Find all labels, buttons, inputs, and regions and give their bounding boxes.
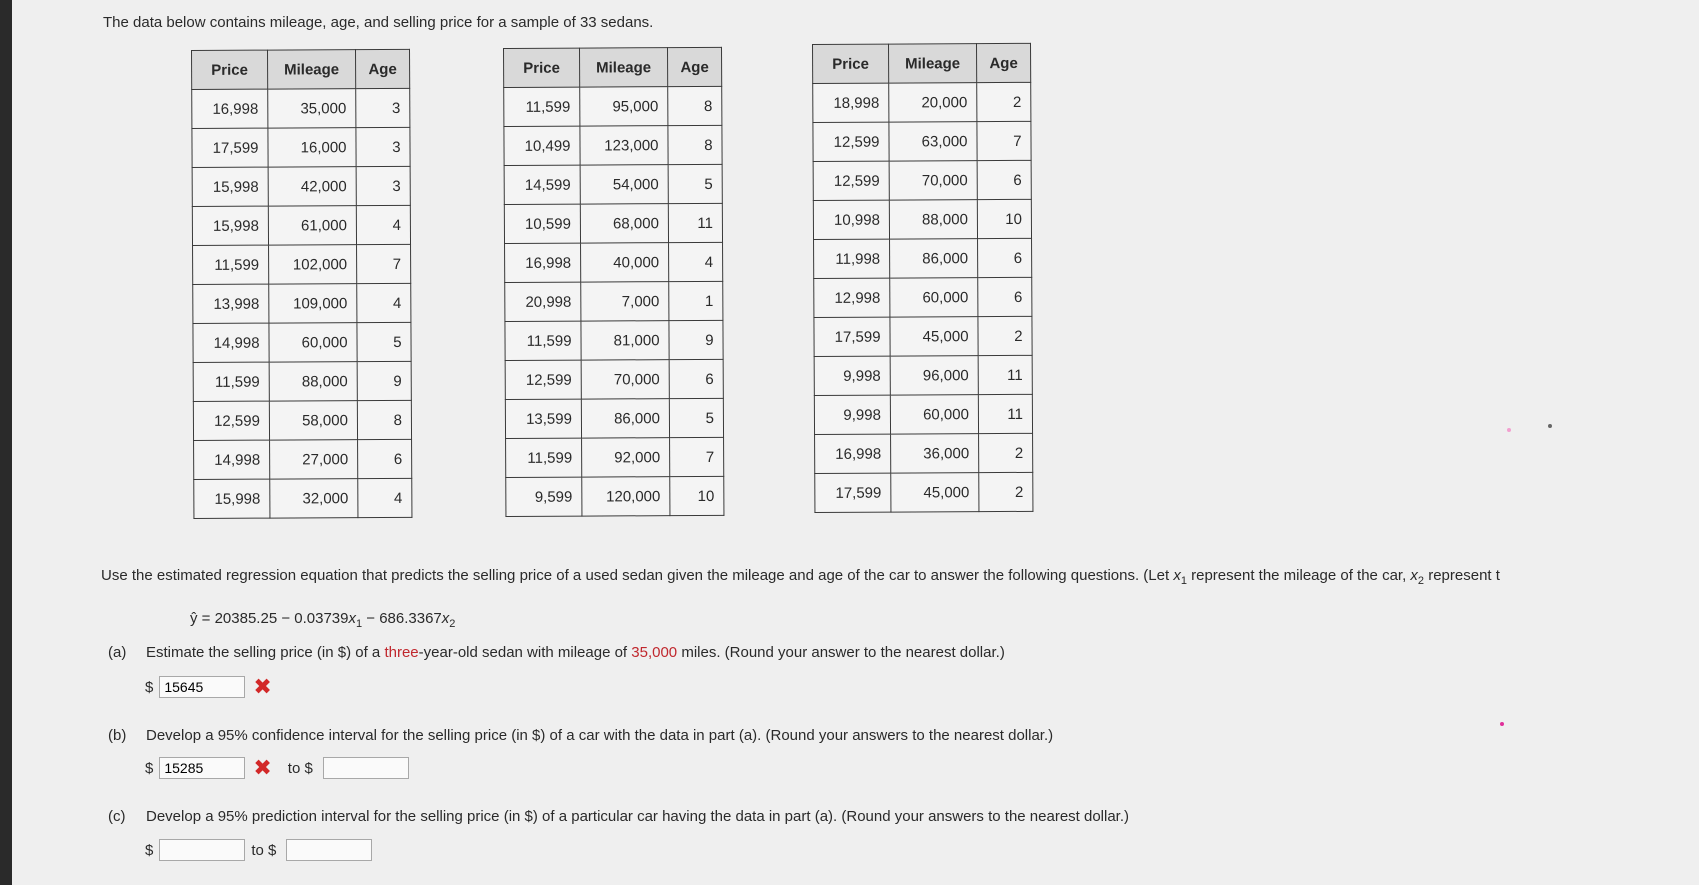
cell-price: 10,599 [504, 204, 580, 243]
table-row [815, 472, 1033, 512]
cell-price: 14,998 [193, 323, 269, 362]
cell-price: 12,599 [813, 122, 889, 161]
cell-price: 11,599 [504, 87, 580, 126]
cell-age: 2 [979, 472, 1033, 511]
table-row [193, 283, 411, 323]
regression-equation: ŷ = $20385.25 - 0.03739x_1 - 686.3367x_2$ [190, 610, 456, 630]
column-header-price: Price [192, 50, 268, 89]
cell-age: 3 [356, 127, 410, 166]
cell-mileage: 96,000 [890, 356, 978, 395]
cell-age: 6 [978, 238, 1032, 277]
cell-age: 4 [357, 283, 411, 322]
cell-mileage: 16,000 [268, 128, 356, 167]
column-header-age: Age [977, 43, 1031, 82]
cell-age: 2 [978, 316, 1032, 355]
cell-price: 13,599 [505, 399, 581, 438]
left-edge-shadow [0, 0, 12, 885]
cell-price: 12,599 [813, 161, 889, 200]
cell-mileage: 32,000 [270, 479, 358, 518]
cell-age: 6 [978, 277, 1032, 316]
cell-age: 5 [668, 164, 722, 203]
cell-price: 16,998 [192, 89, 268, 128]
cell-age: 9 [669, 320, 723, 359]
cell-price: 11,599 [193, 245, 269, 284]
cell-age: 3 [356, 88, 410, 127]
part-a-question: (a) Estimate the selling price (in $) of a three-year-old sedan with mileage of 35,000 miles. (Round your answer to the nearest dollar.) [108, 644, 1005, 661]
cell-price: 20,998 [505, 282, 581, 321]
table-row [194, 439, 412, 479]
cell-price: 12,998 [814, 278, 890, 317]
cell-price: 17,599 [192, 128, 268, 167]
cell-mileage: 70,000 [581, 360, 669, 399]
cell-age: 6 [669, 359, 723, 398]
cell-price: 12,599 [193, 401, 269, 440]
incorrect-icon: ✖ [253, 755, 272, 780]
part-c-lower-input[interactable] [159, 839, 245, 861]
cell-age: 7 [670, 437, 724, 476]
screen-artifact-dot [1507, 428, 1511, 432]
cell-price: 9,998 [814, 395, 890, 434]
cell-age: 4 [356, 205, 410, 244]
currency-label: $ [145, 841, 154, 859]
cell-mileage: 20,000 [889, 83, 977, 122]
cell-mileage: 60,000 [890, 278, 978, 317]
cell-mileage: 63,000 [889, 122, 977, 161]
column-header-age: Age [356, 49, 410, 88]
table-row [813, 160, 1031, 200]
part-c-question: (c) Develop a 95% prediction interval for the selling price (in $) of a particular car having the data in part (a). (Round your answers to the nearest dollar.) [108, 808, 1130, 825]
cell-age: 10 [670, 476, 724, 515]
cell-mileage: 40,000 [581, 243, 669, 282]
cell-price: 12,599 [505, 360, 581, 399]
cell-age: 6 [358, 439, 412, 478]
part-a-answer-row [145, 676, 282, 698]
table-header-row [813, 43, 1031, 83]
cell-mileage: 120,000 [582, 477, 670, 516]
table-row [506, 437, 724, 477]
cell-mileage: 54,000 [580, 165, 668, 204]
column-header-price: Price [813, 44, 889, 83]
table-row [505, 359, 723, 399]
cell-mileage: 58,000 [269, 401, 357, 440]
table-row [192, 88, 410, 128]
table-row [814, 238, 1032, 278]
cell-age: 1 [669, 281, 723, 320]
cell-mileage: 70,000 [889, 161, 977, 200]
table-row [193, 322, 411, 362]
cell-mileage: 92,000 [582, 438, 670, 477]
cell-age: 7 [977, 121, 1031, 160]
cell-age: 2 [977, 82, 1031, 121]
cell-age: 11 [978, 394, 1032, 433]
part-c-answer-row [145, 839, 372, 861]
cell-age: 4 [669, 242, 723, 281]
table-row [505, 242, 723, 282]
screen-artifact-dot [1548, 424, 1552, 428]
cell-age: 3 [356, 166, 410, 205]
cell-price: 18,998 [813, 83, 889, 122]
table-row [813, 121, 1031, 161]
table-row [506, 476, 724, 516]
cell-age: 9 [357, 361, 411, 400]
cell-price: 11,998 [814, 239, 890, 278]
table-row [504, 125, 722, 165]
table-row [814, 277, 1032, 317]
table-row [193, 400, 411, 440]
cell-mileage: 45,000 [890, 317, 978, 356]
cell-age: 4 [358, 478, 412, 517]
table-row [505, 281, 723, 321]
cell-age: 8 [668, 86, 722, 125]
cell-price: 13,998 [193, 284, 269, 323]
cell-price: 11,599 [505, 321, 581, 360]
cell-age: 7 [357, 244, 411, 283]
cell-price: 15,998 [192, 206, 268, 245]
part-b-question: (b) Develop a 95% confidence interval for the selling price (in $) of a car with the data in part (a). (Round your answers to the nearest dollar.) [108, 727, 1054, 744]
cell-mileage: 60,000 [269, 323, 357, 362]
table-row [192, 205, 410, 245]
cell-age: 8 [668, 125, 722, 164]
table-header-row [192, 49, 410, 89]
table-header-row [504, 47, 722, 87]
cell-age: 5 [357, 322, 411, 361]
cell-mileage: 86,000 [890, 239, 978, 278]
cell-mileage: 88,000 [269, 362, 357, 401]
data-table-3 [812, 43, 1033, 513]
table-row [194, 478, 412, 518]
to-label: to $ [287, 759, 313, 777]
part-b-upper-input[interactable] [323, 757, 409, 779]
column-header-mileage: Mileage [268, 50, 356, 89]
cell-price: 9,599 [506, 477, 582, 516]
column-header-price: Price [504, 48, 580, 87]
data-table-2 [503, 47, 724, 517]
cell-mileage: 27,000 [270, 440, 358, 479]
cell-age: 10 [977, 199, 1031, 238]
cell-mileage: 109,000 [269, 284, 357, 323]
cell-price: 16,998 [505, 243, 581, 282]
data-table-1 [191, 49, 412, 519]
table-row [192, 166, 410, 206]
cell-mileage: 102,000 [269, 245, 357, 284]
table-row [813, 82, 1031, 122]
to-label: to $ [251, 841, 277, 859]
table-row [504, 203, 722, 243]
table-row [505, 320, 723, 360]
problem-intro: The data below contains mileage, age, and selling price for a sample of 33 sedans. [103, 14, 654, 31]
part-c-upper-input[interactable] [286, 839, 372, 861]
table-row [814, 355, 1032, 395]
cell-age: 8 [357, 400, 411, 439]
cell-age: 11 [978, 355, 1032, 394]
column-header-mileage: Mileage [580, 48, 668, 87]
cell-price: 11,599 [193, 362, 269, 401]
part-b-lower-input[interactable] [159, 757, 245, 779]
cell-mileage: 86,000 [581, 399, 669, 438]
screen-artifact-dot [1500, 722, 1504, 726]
cell-mileage: 60,000 [890, 395, 978, 434]
table-row [814, 316, 1032, 356]
table-row [504, 86, 722, 126]
table-row [813, 199, 1031, 239]
cell-age: 5 [669, 398, 723, 437]
cell-age: 2 [979, 433, 1033, 472]
cell-price: 17,599 [814, 317, 890, 356]
cell-mileage: 81,000 [581, 321, 669, 360]
cell-age: 11 [668, 203, 722, 242]
cell-price: 10,998 [813, 200, 889, 239]
cell-mileage: 42,000 [268, 167, 356, 206]
table-row [192, 127, 410, 167]
cell-price: 16,998 [815, 434, 891, 473]
cell-mileage: 35,000 [268, 89, 356, 128]
part-a-answer-input[interactable] [159, 676, 245, 698]
cell-price: 10,499 [504, 126, 580, 165]
table-row [505, 398, 723, 438]
cell-price: 11,599 [506, 438, 582, 477]
table-row [815, 433, 1033, 473]
cell-mileage: 7,000 [581, 282, 669, 321]
incorrect-icon: ✖ [253, 674, 272, 699]
currency-label: $ [145, 759, 154, 777]
cell-price: 14,998 [194, 440, 270, 479]
table-row [193, 361, 411, 401]
column-header-mileage: Mileage [889, 44, 977, 83]
column-header-age: Age [668, 47, 722, 86]
cell-mileage: 123,000 [580, 126, 668, 165]
cell-mileage: 45,000 [891, 473, 979, 512]
cell-price: 15,998 [192, 167, 268, 206]
table-row [504, 164, 722, 204]
cell-mileage: 68,000 [580, 204, 668, 243]
cell-price: 14,599 [504, 165, 580, 204]
cell-mileage: 95,000 [580, 87, 668, 126]
currency-label: $ [145, 678, 154, 696]
cell-mileage: 88,000 [889, 200, 977, 239]
part-b-answer-row [145, 757, 409, 779]
cell-price: 15,998 [194, 479, 270, 518]
table-row [193, 244, 411, 284]
cell-price: 17,599 [815, 473, 891, 512]
regression-instruction: Use the estimated regression equation that predicts the selling price of a used sedan given the mileage and age of the car to answer the following questions. (Let $x_1$ represent the mileage of the car, $x_2$ represent t [101, 567, 1500, 587]
cell-mileage: 36,000 [891, 434, 979, 473]
cell-price: 9,998 [814, 356, 890, 395]
table-row [814, 394, 1032, 434]
cell-mileage: 61,000 [268, 206, 356, 245]
cell-age: 6 [977, 160, 1031, 199]
